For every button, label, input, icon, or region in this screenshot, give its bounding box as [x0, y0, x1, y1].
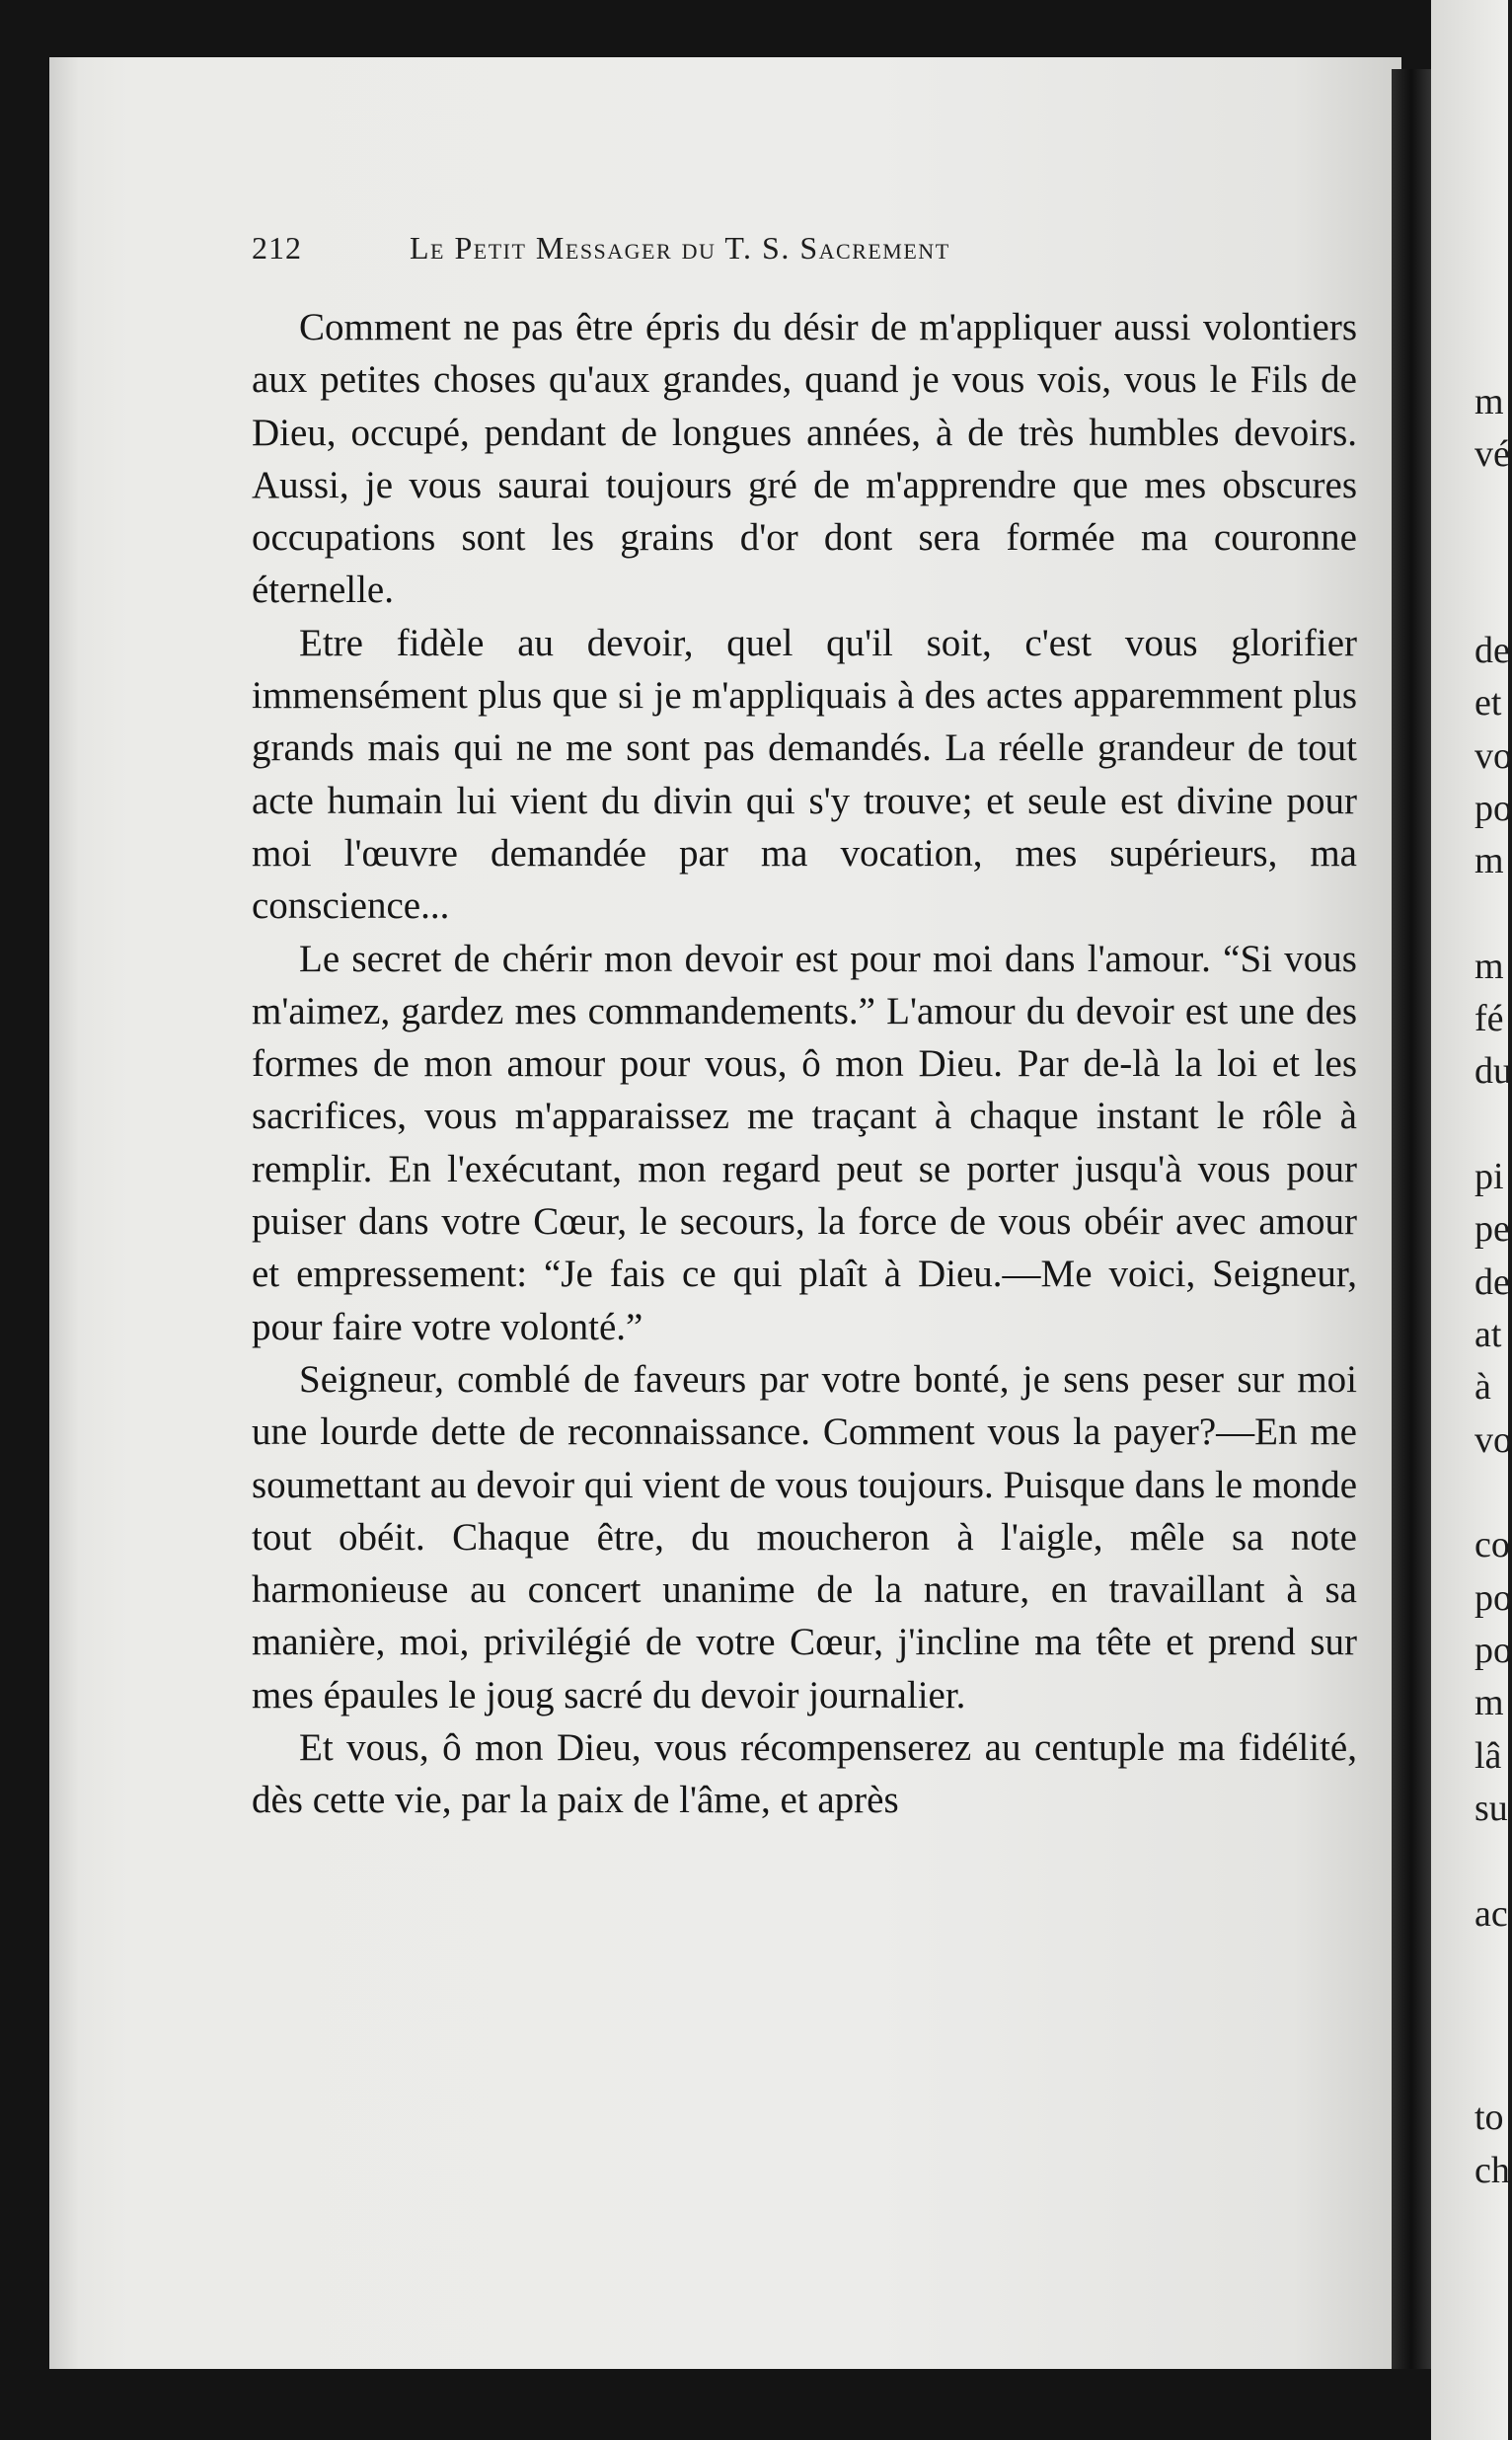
facing-fragment: à: [1474, 1366, 1491, 1408]
facing-fragment: pe: [1474, 1208, 1510, 1250]
facing-fragment: m: [1474, 381, 1504, 422]
paragraph-5: Et vous, ô mon Dieu, vous récompenserez au centuple ma fidélité, dès cette vie, par la paix de l'âme, et après: [252, 1726, 1357, 1822]
paragraph-2: Etre fidèle au devoir, quel qu'il soit, c'est vous glorifier immensément plus que si je m'appliquais à des actes apparemment plus grands mais qui ne me sont pas demandés. La réelle grandeur de tout acte humain lui vient du divin qui s'y trouve; et seule est divine pour moi l'œuvre demandée par ma vocation, mes supérieurs, ma conscience...: [252, 621, 1357, 928]
facing-fragment: ch: [1474, 2150, 1510, 2191]
facing-fragment: co: [1474, 1524, 1510, 1565]
facing-fragment: fé: [1474, 998, 1504, 1039]
facing-fragment: m: [1474, 840, 1504, 881]
facing-fragment: vo: [1474, 735, 1512, 777]
page-body: [252, 301, 1357, 1827]
running-title: Le Petit Messager du T. S. Sacrement: [410, 230, 950, 266]
facing-fragment: po: [1474, 1630, 1512, 1671]
facing-fragment: po: [1474, 1577, 1512, 1619]
facing-fragment: du: [1474, 1050, 1512, 1092]
paragraph-4: Seigneur, comblé de faveurs par votre bonté, je sens peser sur moi une lourde dette de reconnaissance. Comment vous la payer?—En me soumettant au devoir qui vient de vous toujours. Puisque dans le monde tout obéit. Chaque être, du moucheron à l'aigle, mêle sa note harmonieuse au concert unanime de la nature, en travaillant à sa manière, moi, privilégié de votre Cœur, j'incline ma tête et prend sur mes épaules le joug sacré du devoir journalier.: [252, 1357, 1358, 1716]
facing-fragment: vo: [1474, 1419, 1512, 1461]
facing-fragment: et: [1474, 682, 1502, 724]
facing-fragment: to: [1474, 2097, 1504, 2138]
page-number: 212: [252, 230, 302, 266]
facing-fragment: m: [1474, 1682, 1504, 1723]
paragraph-1: Comment ne pas être épris du désir de m'appliquer aussi volontiers aux petites choses qu'aux grandes, quand je vous vois, vous le Fils de Dieu, occupé, pendant de longues années, à de très humbles devoirs. Aussi, je vous saurai toujours gré de m'apprendre que mes obscures occupations sont les grains d'or dont sera formée ma couronne éternelle.: [252, 306, 1357, 612]
book-gutter: [1392, 69, 1431, 2369]
facing-fragment: lâ: [1474, 1735, 1502, 1777]
facing-fragment: su: [1474, 1788, 1508, 1829]
page-header: [252, 230, 1239, 279]
facing-page-edge: [1431, 0, 1512, 2440]
facing-fragment: ac: [1474, 1893, 1508, 1935]
paragraph-3: Le secret de chérir mon devoir est pour moi dans l'amour. “Si vous m'aimez, gardez mes commandements.” L'amour du devoir est une des formes de mon amour pour vous, ô mon Dieu. Par de-là la loi et les sacrifices, vous m'apparaissez me traçant à chaque instant le rôle à remplir. En l'exécutant, mon regard peut se porter jusqu'à vous pour puiser dans votre Cœur, le secours, la force de vous obéir avec amour et empressement: “Je fais ce qui plaît à Dieu.—Me voici, Seigneur, pour faire votre volonté.”: [252, 937, 1357, 1348]
facing-fragment: m: [1474, 946, 1504, 987]
facing-fragment: po: [1474, 788, 1512, 829]
facing-fragment: at: [1474, 1314, 1502, 1355]
facing-fragment: de: [1474, 1261, 1510, 1303]
facing-fragment: pi: [1474, 1156, 1504, 1197]
facing-fragment: vé: [1474, 433, 1510, 475]
facing-fragment: de: [1474, 630, 1510, 671]
